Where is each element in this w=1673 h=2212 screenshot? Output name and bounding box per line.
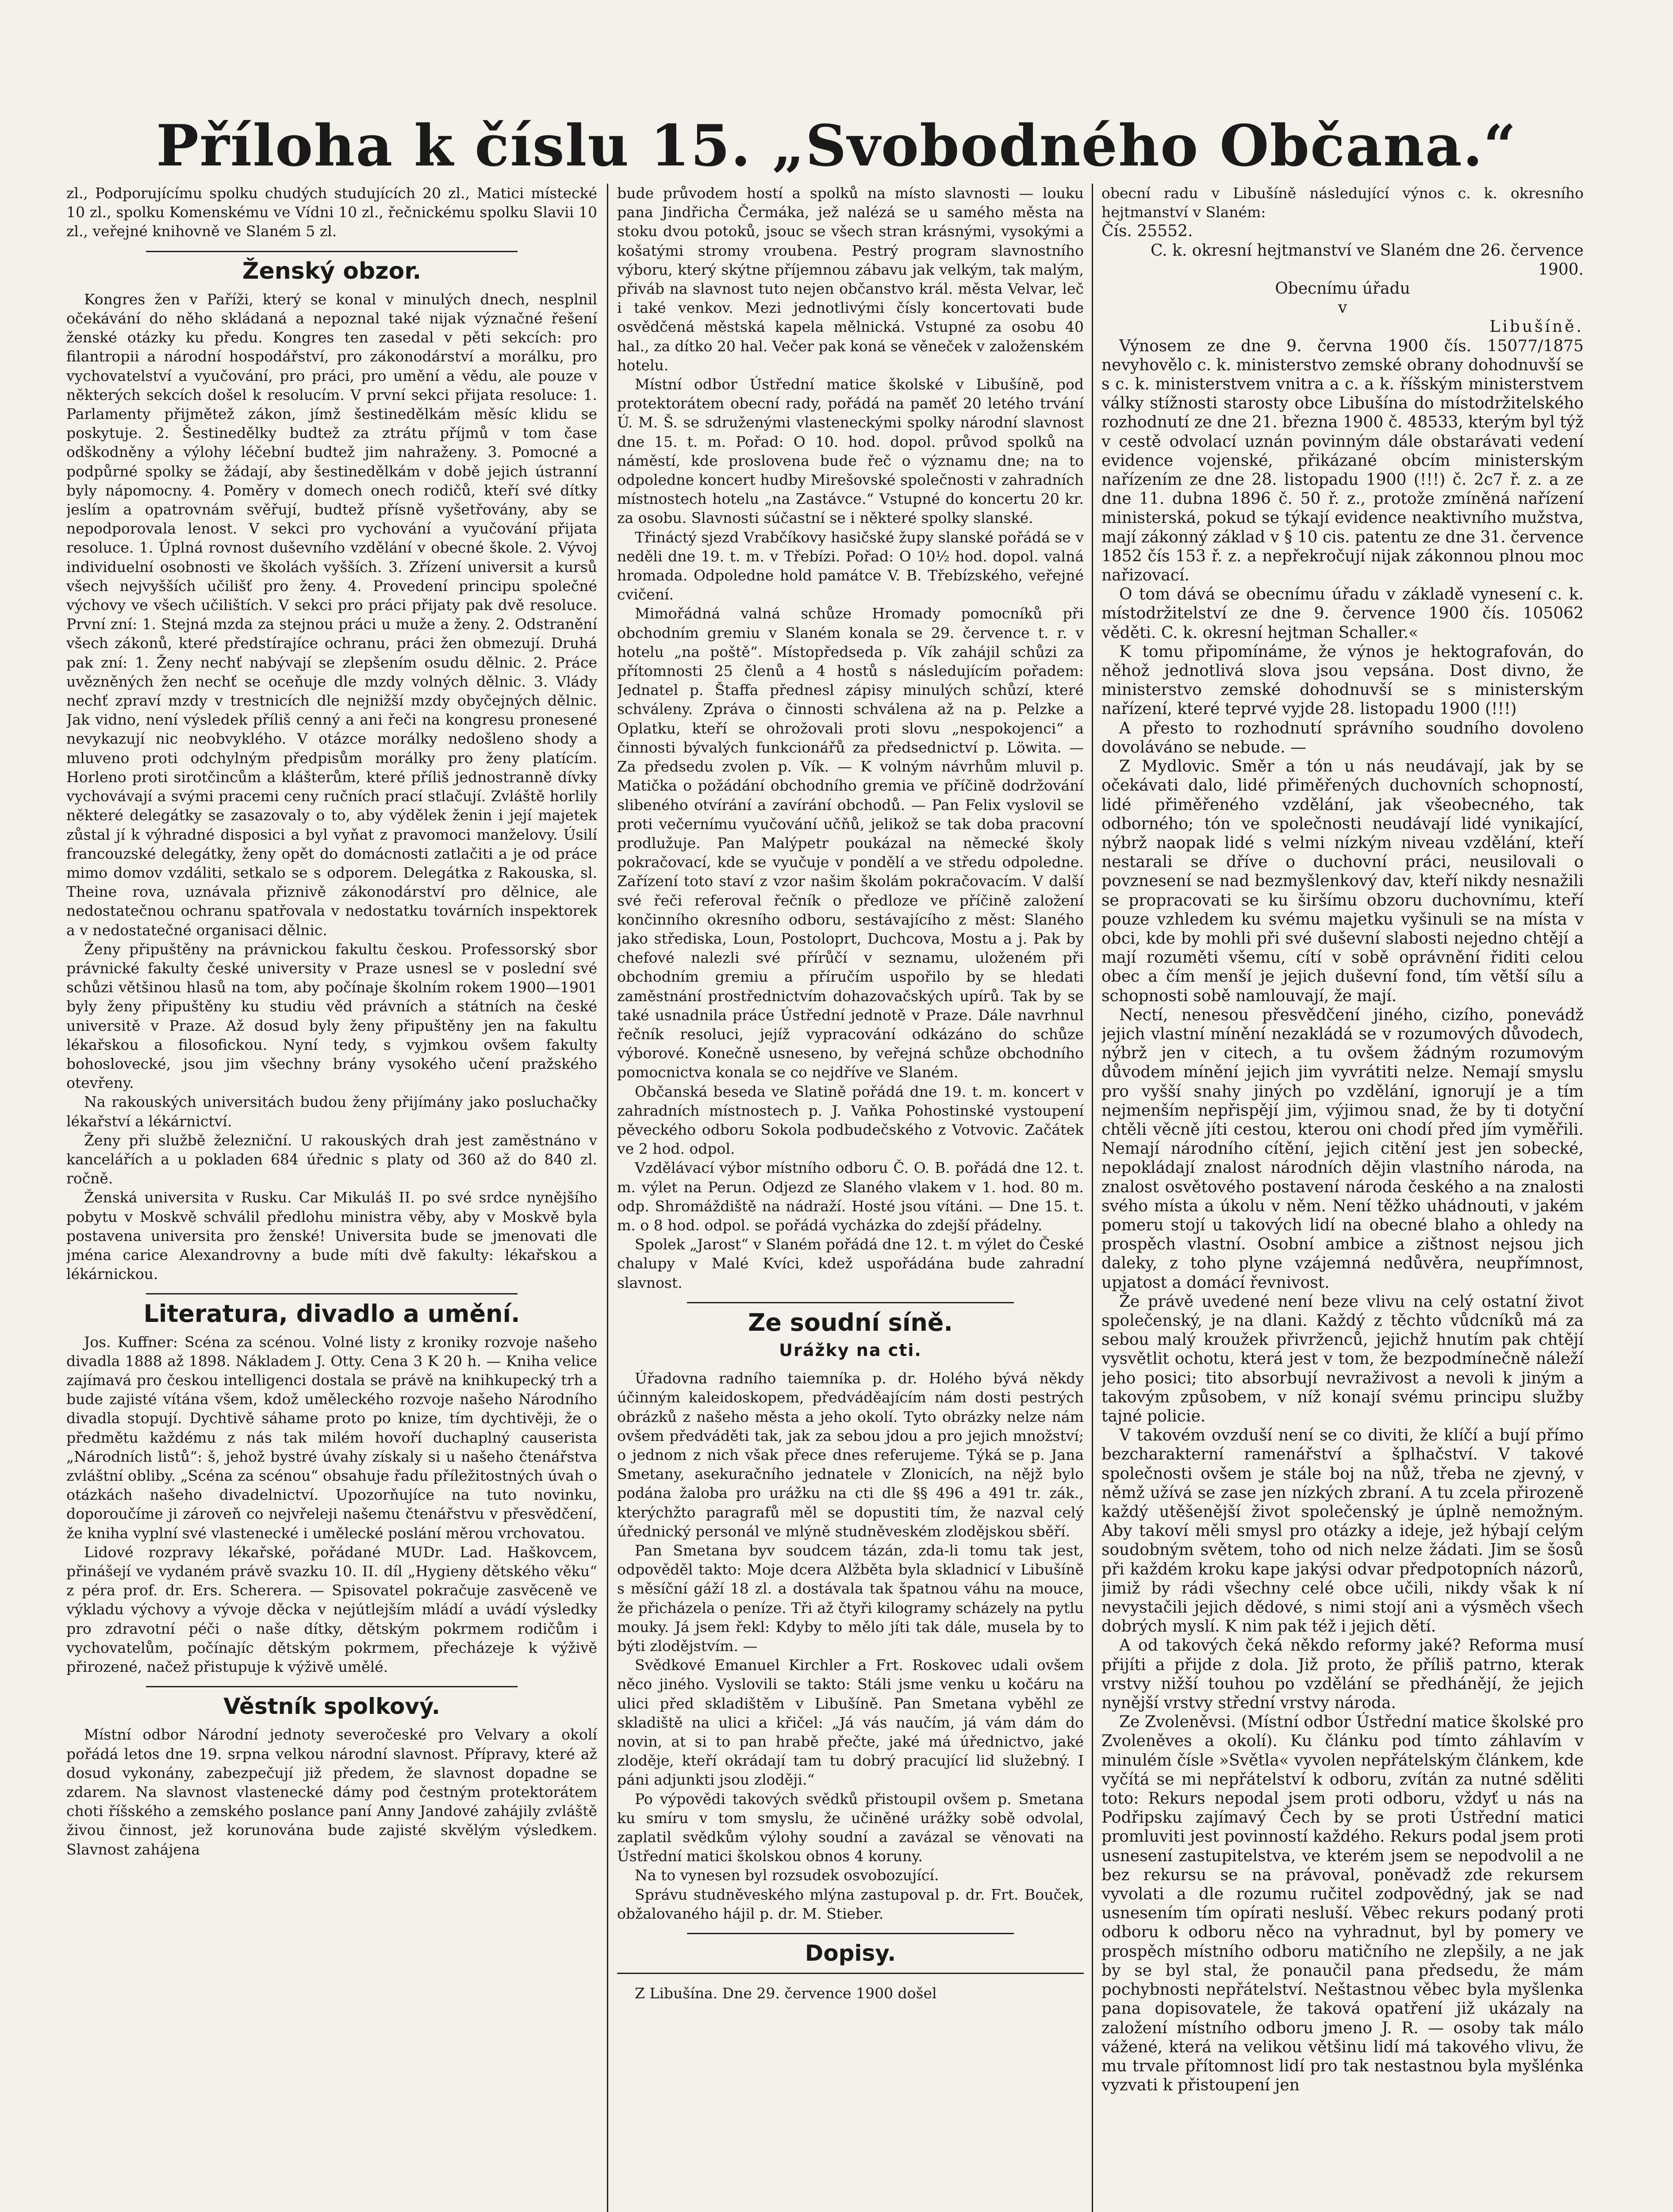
article-zvolenevsi: Ze Zvoleněvsi. (Místní odbor Ústřední matice školské pro Zvoleněves a okolí). Ku článku pod tímto záhlavím v minulém čísle »Světla« vyvolen nepřátelským článkem, kde vyčítá se mi nepřátelství k odboru, zvítán za nutné sděliti toto: Rekurs nepodal jsem proti odboru, vždyť u nás na Podřipsku zajímavý Čech by se proti Ústřední matici promluviti jest povinností každého. Rekurs podal jsem proti usnesení zastupitelstva, ve kterém jsem se nepodvolil a ne bez rekursu se na právoval, poněvadž zde rekursem vyvolati a dle rozumu ručitel zodpovědný, jak se nad usnesením tím opírati nesluší. Věbec rekurs podaný proti odboru k odboru něco na vyhradnut, byl by pomery ve prospěch místního odboru matičního ne zlepšily, a ne jak by se byl stal, že ponaučil pana předsedu, že mám pochybnosti nepřátelství. Neštastnou věbec byla myšlenka pana dopisovatele, že taková opatření již ukázaly na založení místního odboru jmeno J. R. — osoby tak málo vážené, která na velikou většinu lidí má takového vlivu, že mu trvale přítomnost lidí pro tak nestastnou byla myšlénka vyzvati k přistoupení jen	[1101, 1713, 1584, 2095]
decree-office: C. k. okresní hejtmanství ve Slaném dne 26. července 1900.	[1150, 241, 1584, 279]
article-soudni-6: Správu studněveského mlýna zastupoval p. dr. Frt. Bouček, obžalovaného hájil p. dr. M. Stieber.	[617, 1886, 1084, 1922]
article-jarost: Spolek „Jarost“ v Slaném pořádá dne 12. t. m výlet do České chalupy v Malé Kvíci, kdež uspořádána bude zahradní slavnost.	[617, 1236, 1084, 1291]
article-soudni-5: Na to vynesen byl rozsudek osvobozující.	[635, 1866, 939, 1884]
article-pravnicka: Ženy připuštěny na právnickou fakultu českou. Professorský sbor právnické fakulty české university v Praze usnesl se v poslední své schůzi většinou hlasů na tom, aby počínaje školním rokem 1900—1901 byly ženy připuštěny ku studiu věd právních a státních na české universitě v Praze. Až dosud byly ženy připuštěny jen na fakultu lékařskou a filosofickou. Nyní tedy, s vyjmkou ovšem fakulty bohoslovecké, jsou jim všechny brány vysokého učení pražského otevřeny.	[66, 940, 597, 1092]
heading-vestnik: Věstník spolkový.	[223, 1694, 440, 1720]
article-kongres: Kongres žen v Paříži, který se konal v minulých dnech, nesplnil očekávání do něho skládaná a nepoznal také nijak význačné řešení ženské otázky ku předu. Kongres ten zasedal v pěti sekcích: pro filantropii a národní hospodářství, pro zákonodárství a morálku, pro vychovatelství a vyučování, pro práci, pro umění a vědu, ale pouze v některých sekcích došel k resolucím. V první sekci přijata resoluce: 1. Parlamenty přijmětež zákon, jímž šestinedělkám měsíc klidu se poskytuje. 2. Šestinedělky budtež za ztrátu příjmů v tom čase odškodněny a výlohy léčební budtež jim nahraženy. 3. Pomocné a podpůrné spolky se žádají, aby šestinedělkám v době jejich ústranní byly nápomocny. 4. Poměry v domech onech rodičů, kteří své dítky jeslím a opatrovnám svěřují, budtež přísně vyšetřovány, aby se nepodporovala lenost. V sekci pro vychování a vyučování přijata resoluce. 1. Úplná rovnost duševního vzdělání v obecné škole. 2. Vývoj individuelní osobnosti ve školách vyšších. 3. Zřízení universit a kursů všech nejvyšších učilišť pro ženy. 4. Provedení principu společné výchovy ve všech učilištích. V sekci pro práci přijaty pak dvě resoluce. První zní: 1. Stejná mzda za stejnou práci u muže a ženy. 2. Odstranění všech zákonů, které předstírajíce ochranu, práci žen obmezují. Druhá pak zní: 1. Ženy nechť nabývají se zlepšením osudu dělnic. 2. Práce uvězněných žen nechť se oceňuje dle mzdy volných dělnic. 3. Vlády nechť zpraví mzdy v trestnicích dle nejnižší mzdy obyčejných dělnic. Jak vidno, není výsledek příliš cenný a ani řeči na kongresu pronesené nevykazují nic neobvyklého. V otázce morálky nedošleno shody a mluveno proti odchylným předpisům morálky pro ženy platícím. Horleno proti sirotčincům a klášterům, které příliš jednostranně dívky vychovávají a svými pracemi ceny ručních prací stlačují. Zvláště horlily některé delegátky se zasazovaly o to, aby výdělek ženin i její majetek zůstal jí k výhradné disposici a byl vyňat z pravomoci manželovy. Úsilí francouzské delegátky, ženy opět do domácnosti zatlačiti a je od práce mimo domov vzdáliti, setkalo se s odporem. Delegátka z Rakouska, sl. Theine rova, uznávala přiznivě zákonodárství pro dělnice, ale nedostatečnou ochranu spatřovala v nedostatku továrních inspektorek a v nedostatečné organisaci dělnic.	[66, 290, 597, 939]
article-a-od: A od takových čeká někdo reformy jaké? Reforma musí přijíti a přijde z dola. Již proto, že příliš patrno, kterak vrstvy nižší touhou po vzdělání se předhánějí, že jejich nynější vrstvy střední vrstvy národa.	[1101, 1636, 1584, 1713]
section-rule	[146, 1686, 518, 1687]
heading-literatura: Literatura, divadlo a umění.	[143, 1300, 520, 1328]
article-mimoradna: Mimořádná valná schůze Hromady pomocníků při obchodním gremiu v Slaném konala se 29. července t. r. v hotelu „na poště“. Místopředseda p. Vík zahájil schůzi za přítomnosti 25 členů a 4 hostů s následujícím pořadem: Jednatel p. Štaffa přednesl zápisy minulých schůzí, které schváleny. Zpráva o činnosti schválena až na p. Pelzke a Oplatku, kteří se ohrožovali proti slovu „nespokojenci“ a činnosti bývalých funkcionářů za předsednictví p. Löwita. — Za předsedu zvolen p. Vík. — K volným návrhům mluvil p. Matička o požádání obchodního gremia ve příčině dodržování slibeného otvírání a zavírání obchodů. — Pan Felix vyslovil se proti večernímu vyučování učňů, jelikož se tak doba pracovní prodlužuje. Pan Malýpetr poukázal na německé školy pokračovací, kde se vyučuje v pondělí a ve středu odpoledne. Zařízení toto staví z vzor našim školám pokračovacím. V další své řeči referoval řečník o předloze ve příčině založení končinního okresního odboru, sestávajícího z měst: Slaného jako střediska, Loun, Postoloprt, Duchcova, Mostu a j. Pak by chefové nalezli své přírůčí v seznamu, uloženém při obchodním gremiu a příručím uspořilo by se hledati zaměstnání prostřednictvím dohazovačských upírů. Tak by se také usnadnila práce Ústřední jednotě v Praze. Dále navrhnul řečník resoluci, jejíž vypracování odkázáno do schůze výborové. Konečně usneseno, by veřejná schůze obchodního pomocnictva konala se co nejdříve ve Slaném.	[617, 605, 1084, 1081]
column-divider	[1092, 184, 1093, 2212]
column-middle	[617, 184, 1084, 2212]
article-nectl: Nectí, nenesou přesvědčení jiného, cizího, ponevádž jejich vlastní mínění nezakládá se v rozumových důvodech, nýbrž jen v citech, a tu ovšem žádným rozumovým důvodem mínění jejich jim vyvrátiti nelze. Nemají smyslu pro vyšší snahy jiných po vzdělání, ignorují je a tím nejmenším nepřispějí jim, výjimou snad, že by ti dotyční chtěli věcně jíti cestou, kterou oni chodí před jím vyměřili. Nemají národního cítění, jejich citění jest jen sobecké, nepokládají znalost národních dějin vlastního národa, na znalost osvětového postavení národa českého a na znalosti svého místa a úkolu v něm. Není těžko uhádnouti, v jakém pomeru stojí u takových lidí na obecné blaho a ohledy na prospěch vlastní. Osobní ambice a zištnost nejsou jich daleky, z toho plyne vzájemná nedůvěra, neupřímnost, upjatost a domácí řevnivost.	[1101, 1006, 1584, 1292]
decree-v: v	[1338, 299, 1347, 317]
article-vzdelavaci: Vzdělávací výbor místního odboru Č. O. B. pořádá dne 12. t. m. výlet na Perun. Odjezd ze Slaného vlakem v 1. hod. 80 m. odp. Shromáždiště na nádraží. Hosté jsou vítáni. — Dne 15. t. m. o 8 hod. odpol. se pořádá vycházka do zdejší přádelny.	[617, 1159, 1084, 1234]
column-divider	[607, 184, 608, 2212]
decree-presto: A přesto to rozhodnutí správního soudního dovoleno dovoláváno se nebude. —	[1101, 719, 1584, 757]
decree-note: K tomu připomínáme, že výnos je hektografován, do něhož jednotlivá slova jsou vepsána. Dost divno, že ministerstvo zemské dohodnuvší se s ministerským nařízení, které teprvé vyjde 28. listopadu 1900 (!!!)	[1101, 642, 1584, 718]
subheading-urazky: Urážky na cti.	[779, 1340, 922, 1360]
right-intro: obecní radu v Libušíně následující výnos c. k. okresního hejtmanství v Slaném:	[1101, 184, 1584, 221]
article-obcanska: Občanská beseda ve Slatině pořádá dne 19. t. m. koncert v zahradních místnostech p. J. Vaňka Pohostinské vystoupení pěveckého odboru Sokola podbudečského z Votvovic. Začátek ve 2 hod. odpol.	[617, 1083, 1084, 1158]
decree-addressee: Obecnímu úřadu	[1275, 280, 1410, 298]
article-ze-prave: Že právě uvedené není beze vlivu na celý ostatní život společenský, je na dlani. Každý z těchto vůdcníků má za sebou malý kroužek přivrženců, jejichž hnutím pak chtějí vysvětlit ochotu, která jest v tom, že bezpodmínečně náleží jeho posici; tito absorbují nevraživost a nevoli k jiným a takovým způsobem, v níž konají svému principu služby tajné policie.	[1101, 1292, 1584, 1425]
article-v-takovem: V takovém ovzduší není se co diviti, že klíčí a bují přímo bezcharakterní ramenářství a šplhačství. V takové společnosti ovšem je stále boj na nůž, třeba ne zjevný, v němž užívá se zase jen nízkých zbraní. A tu zcela přirozeně každý utěšenější život společenský je úplně nemožným. Aby takoví měli smysl pro otázky a ideje, jež hýbají celým soudobným světem, toho od nich nelze žádati. Jim se šosů při každém kroku kape jakýsi odvar předpotopních názorů, jimiž by rádi všechny celé obce učili, nikdy však k ní nevystačili jejich dědové, s nimi stojí ani a výsměch všech dobrých myslí. K nim pak též i jejich dětí.	[1101, 1426, 1584, 1636]
heading-dopisy: Dopisy.	[805, 1940, 896, 1966]
article-zeleznicni: Ženy při službě železniční. U rakouských drah jest zaměstnáno v kancelářích a u pokladen 684 úřednic s platy od 360 až do 840 zl. ročně.	[66, 1131, 597, 1187]
decree-place: Libušíně.	[1489, 318, 1584, 336]
decree-number: Čís. 25552.	[1101, 222, 1193, 241]
section-rule	[146, 251, 518, 252]
article-ustredni: Místní odbor Ústřední matice školské v Libušíně, pod protektorátem obecní rady, pořádá na paměť 20 letého trvání Ú. M. Š. se sdruženými vlasteneckými spolky národní slavnost dne 15. t. m. Pořad: O 10. hod. dopol. průvod spolků na náměstí, kde proslovena bude řeč o významu dne; na to odpoledne koncert hudby Mirešovské společnosti v zahradních místnostech hotelu „na Zastávce.“ Vstupné do koncertu 20 kr. za osobu. Slavnosti súčastní se i některé spolky slanské.	[617, 376, 1084, 527]
article-trinacty: Třináctý sjezd Vrabčíkovy hasičské župy slanské pořádá se v neděli dne 19. t. m. v Třebízi. Pořad: O 10½ hod. dopol. valná hromada. Odpoledne hold památce V. B. Třebízského, veřejné cvičení.	[617, 528, 1084, 603]
article-kuffner: Jos. Kuffner: Scéna za scénou. Volné listy z kroniky rozvoje našeho divadla 1888 až 1898. Nákladem J. Otty. Cena 3 K 20 h. — Kniha velice zajímavá pro českou intelligenci dostala se právě na knihkupecký trh a bude zajisté vítána všem, kdož uměleckého rozvoje našeho Národního divadla stopují. Dychtivě sáhame proto po knize, tím dychtivěji, že o předmětu každému z nás tak milém hovoří duchaplný causerista „Národních listů“: š, jehož bystré úvahy získaly si u našeho čtenářstva zvláštní obliby. „Scéna za scénou“ obsahuje řadu příležitostných úvah o otázkách našeho divadelnictví. Upozorňujíce na tuto novinku, doporoučíme ji zároveň co nejvřeleji našemu čtenářstvu v přesvědčení, že kniha vyplní své vlastenecké i umělecké poslání měrou vrchovatou.	[66, 1333, 597, 1542]
article-mistni: Místní odbor Národní jednoty severočeské pro Velvary a okolí pořádá letos dne 19. srpna velkou národní slavnost. Přípravy, které až dosud vykonány, zabezpečují již předem, že slavnost dopadne se zdarem. Na slavnost vlastenecké dámy pod čestným protektorátem choti říšského a zemského poslance paní Anny Jandové zahájily zvláště živou činnost, jež korunována bude zajisté skvělým výsledkem. Slavnost zahájena	[66, 1726, 597, 1858]
article-lidove: Lidové rozpravy lékařské, pořádané MUDr. Lad. Haškovcem, přinášejí ve vydaném právě svazku 10. II. díl „Hygieny dětského věku“ z péra prof. dr. Ers. Scherera. — Spisovatel pokračuje zasvěceně ve výkladu výchovy a vývoje děcka v nejútlejším mládí a uvádí výsledky pro zdravotní péči o naše dítky, dětským pokrmem rodičům i vychovatelům, počínajíc dětským pokrmem, přecházeje k výživě přirozené, načež přistupuje k výživě umělé.	[66, 1543, 597, 1676]
column-left	[66, 184, 597, 2212]
heading-soudni: Ze soudní síně.	[748, 1308, 953, 1336]
section-rule	[687, 1302, 1014, 1303]
section-rule	[687, 1933, 1014, 1934]
article-soudni-4: Po výpovědi takových svědků přistoupil ovšem p. Smetana ku smíru v tom smyslu, že učiněné urážky sobě odvolal, zaplatil svědkům výlohy soudní a zavázal se věnovati na Ústřední matici školskou obnos 4 koruny.	[617, 1790, 1084, 1865]
section-rule	[146, 1293, 518, 1294]
masthead-title: Příloha k číslu 15. „Svobodného Občana.“	[156, 113, 1517, 179]
decree-o-tom: O tom dává se obecnímu úřadu v základě vynesení c. k. místodržitelství ze dne 9. července 1900 čís. 105062 věděti. C. k. okresní hejtman Schaller.«	[1101, 585, 1584, 642]
article-dopisy-start: Z Libušína. Dne 29. července 1900 došel	[635, 1985, 937, 2002]
article-soudni-3: Svědkové Emanuel Kirchler a Frt. Roskovec udali ovšem něco jiného. Vyslovili se takto: Stáli jsme venku u kočáru na ulici před skladištěm v Libušíně. Pan Smetana vyběhl ze skladiště na ulici a křičel: „Já vás naučím, já vám dám do novin, at si to pan hrabě přečte, jaké má úřednictvo, jaké zloděje, kteří okrádají tam tu dobrý pracující lid služebný. I páni adjunkti jsou zloději.“	[617, 1656, 1084, 1789]
heading-zensky-obzor: Ženský obzor.	[242, 257, 422, 284]
article-soudni-1: Úřadovna radního taiemníka p. dr. Holého bývá někdy účinným kaleidoskopem, předváděajícím nám dosti pestrých obrázků z našeho města a jeho okolí. Tyto obrázky nelze nám ovšem předváděti tak, jak za sebou jdou a pro jejich množství; o jednom z nich však přece dnes referujeme. Týká se p. Jana Smetany, asekuračního jednatele v Zlonicích, na nějž bylo podána žaloba pro urážku na cti dle §§ 496 a 491 tr. zák., kterýchžto paragrafů měl se dopustiti tím, že nazval celý úřednický personál ve mlýně studněveském zlodějskou sběří.	[617, 1370, 1084, 1540]
section-rule	[617, 1973, 1084, 1974]
article-soudni-2: Pan Smetana byv soudcem tázán, zda-li tomu tak jest, odpověděl takto: Moje dcera Alžběta byla skladnicí v Libušíně s měsíční gáží 18 zl. a dostávala tak špatnou váhu na mouce, že přicházela o peníze. Tři až čtyři kilogramy scházely na pytlu mouky. Já jsem řekl: Kdyby to mělo jíti tak dále, musela by to býti zlodějstvím. —	[617, 1542, 1084, 1655]
left-intro: zl., Podporujícímu spolku chudých studujících 20 zl., Matici místecké 10 zl., spolku Komenskému ve Vídni 10 zl., řečnickému spolku Slavii 10 zl., veřejné knihovně ve Slaném 5 zl.	[66, 184, 597, 240]
article-zenska-univ: Ženská universita v Rusku. Car Mikuláš II. po své srdce nynějšího pobytu v Moskvě schválil předlohu ministra věby, aby v Moskvě byla postavena universita pro ženské! Universita bude se jmenovati dle jména carice Alexandrovny a bude míti dvě fakulty: lékařskou a lékárnickou.	[66, 1189, 597, 1283]
decree-text: Výnosem ze dne 9. června 1900 čís. 15077/1875 nevyhovělo c. k. ministerstvo zemské obrany dohodnuvší se s c. k. ministerstvem vnitra a c. a k. říšským ministerstvem války stížnosti starosty obce Libušína do místodržitelského rozhodnutí ze dne 21. března 1900 č. 48533, kterým byl týž v cestě odvolací uznán povinným dále obstarávati vedení evidence vojenské, přikázané obcím ministerským nařízením ze dne 28. listopadu 1900 (!!!) č. 2c7 ř. z. a ze dne 11. dubna 1896 č. 50 ř. z., protože zmíněná nařízení ministerská, pokud se týkají evidence neaktivního mužstva, mají zákonný základ v § 10 cis. patentu ze dne 31. července 1852 čís 153 ř. z. a nepřekročují nijak zákonnou plnou moc nařizovací.	[1101, 337, 1584, 585]
article-rakouskych: Na rakouských universitách budou ženy přijímány jako posluchačky lékařství a lékárnictví.	[66, 1093, 597, 1130]
article-mydlovic: Z Mydlovic. Směr a tón u nás neudávají, jak by se očekávati dalo, lidé přiměřených duchovních schopností, lidé přiměřeného vzdělání, jak všeobecného, tak odborného; tón ve společnosti neudávají lidé vynikající, nýbrž naopak lidé s velmi nízkým niveau vzdělání, kteří nestarali se dříve o duchovní práci, neusilovali o povznesení se nad bezmyšlenkový dav, kteří nikdy nesnažili se propracovati se ku širšímu obzoru duchovnímu, kteří pouze vzhledem ku svému majetku vyšinuli se na místa v obci, kde by mohli při své duševní slabosti nejedno chtějí a mají rozuměti všemu, cítí v sobě oprávnění řiditi celou obec a čím menší je jejich duševní fond, tím větší sílu a schopnosti sobě namlouvají, že mají.	[1101, 757, 1584, 1005]
column-right	[1101, 184, 1584, 2212]
article-velvary-cont: bude průvodem hostí a spolků na místo slavnosti — louku pana Jindřicha Čermáka, jež nalézá se u samého města na stoku dvou potoků, jsouc se všech stran krásnými, vysokými a košatými stromy vroubena. Pestrý program slavnostního výboru, který skýtne příjemnou zábavu jak velkým, tak malým, přiváb na slavnost tuto nejen občanstvo král. města Velvar, leč i také venkov. Mezi jednotlivými čísly koncertovati bude osvědčená městská kapela mělnická. Vstupné za osobu 40 hal., za dítko 20 hal. Večer pak koná se věneček v založenském hotelu.	[617, 184, 1084, 374]
